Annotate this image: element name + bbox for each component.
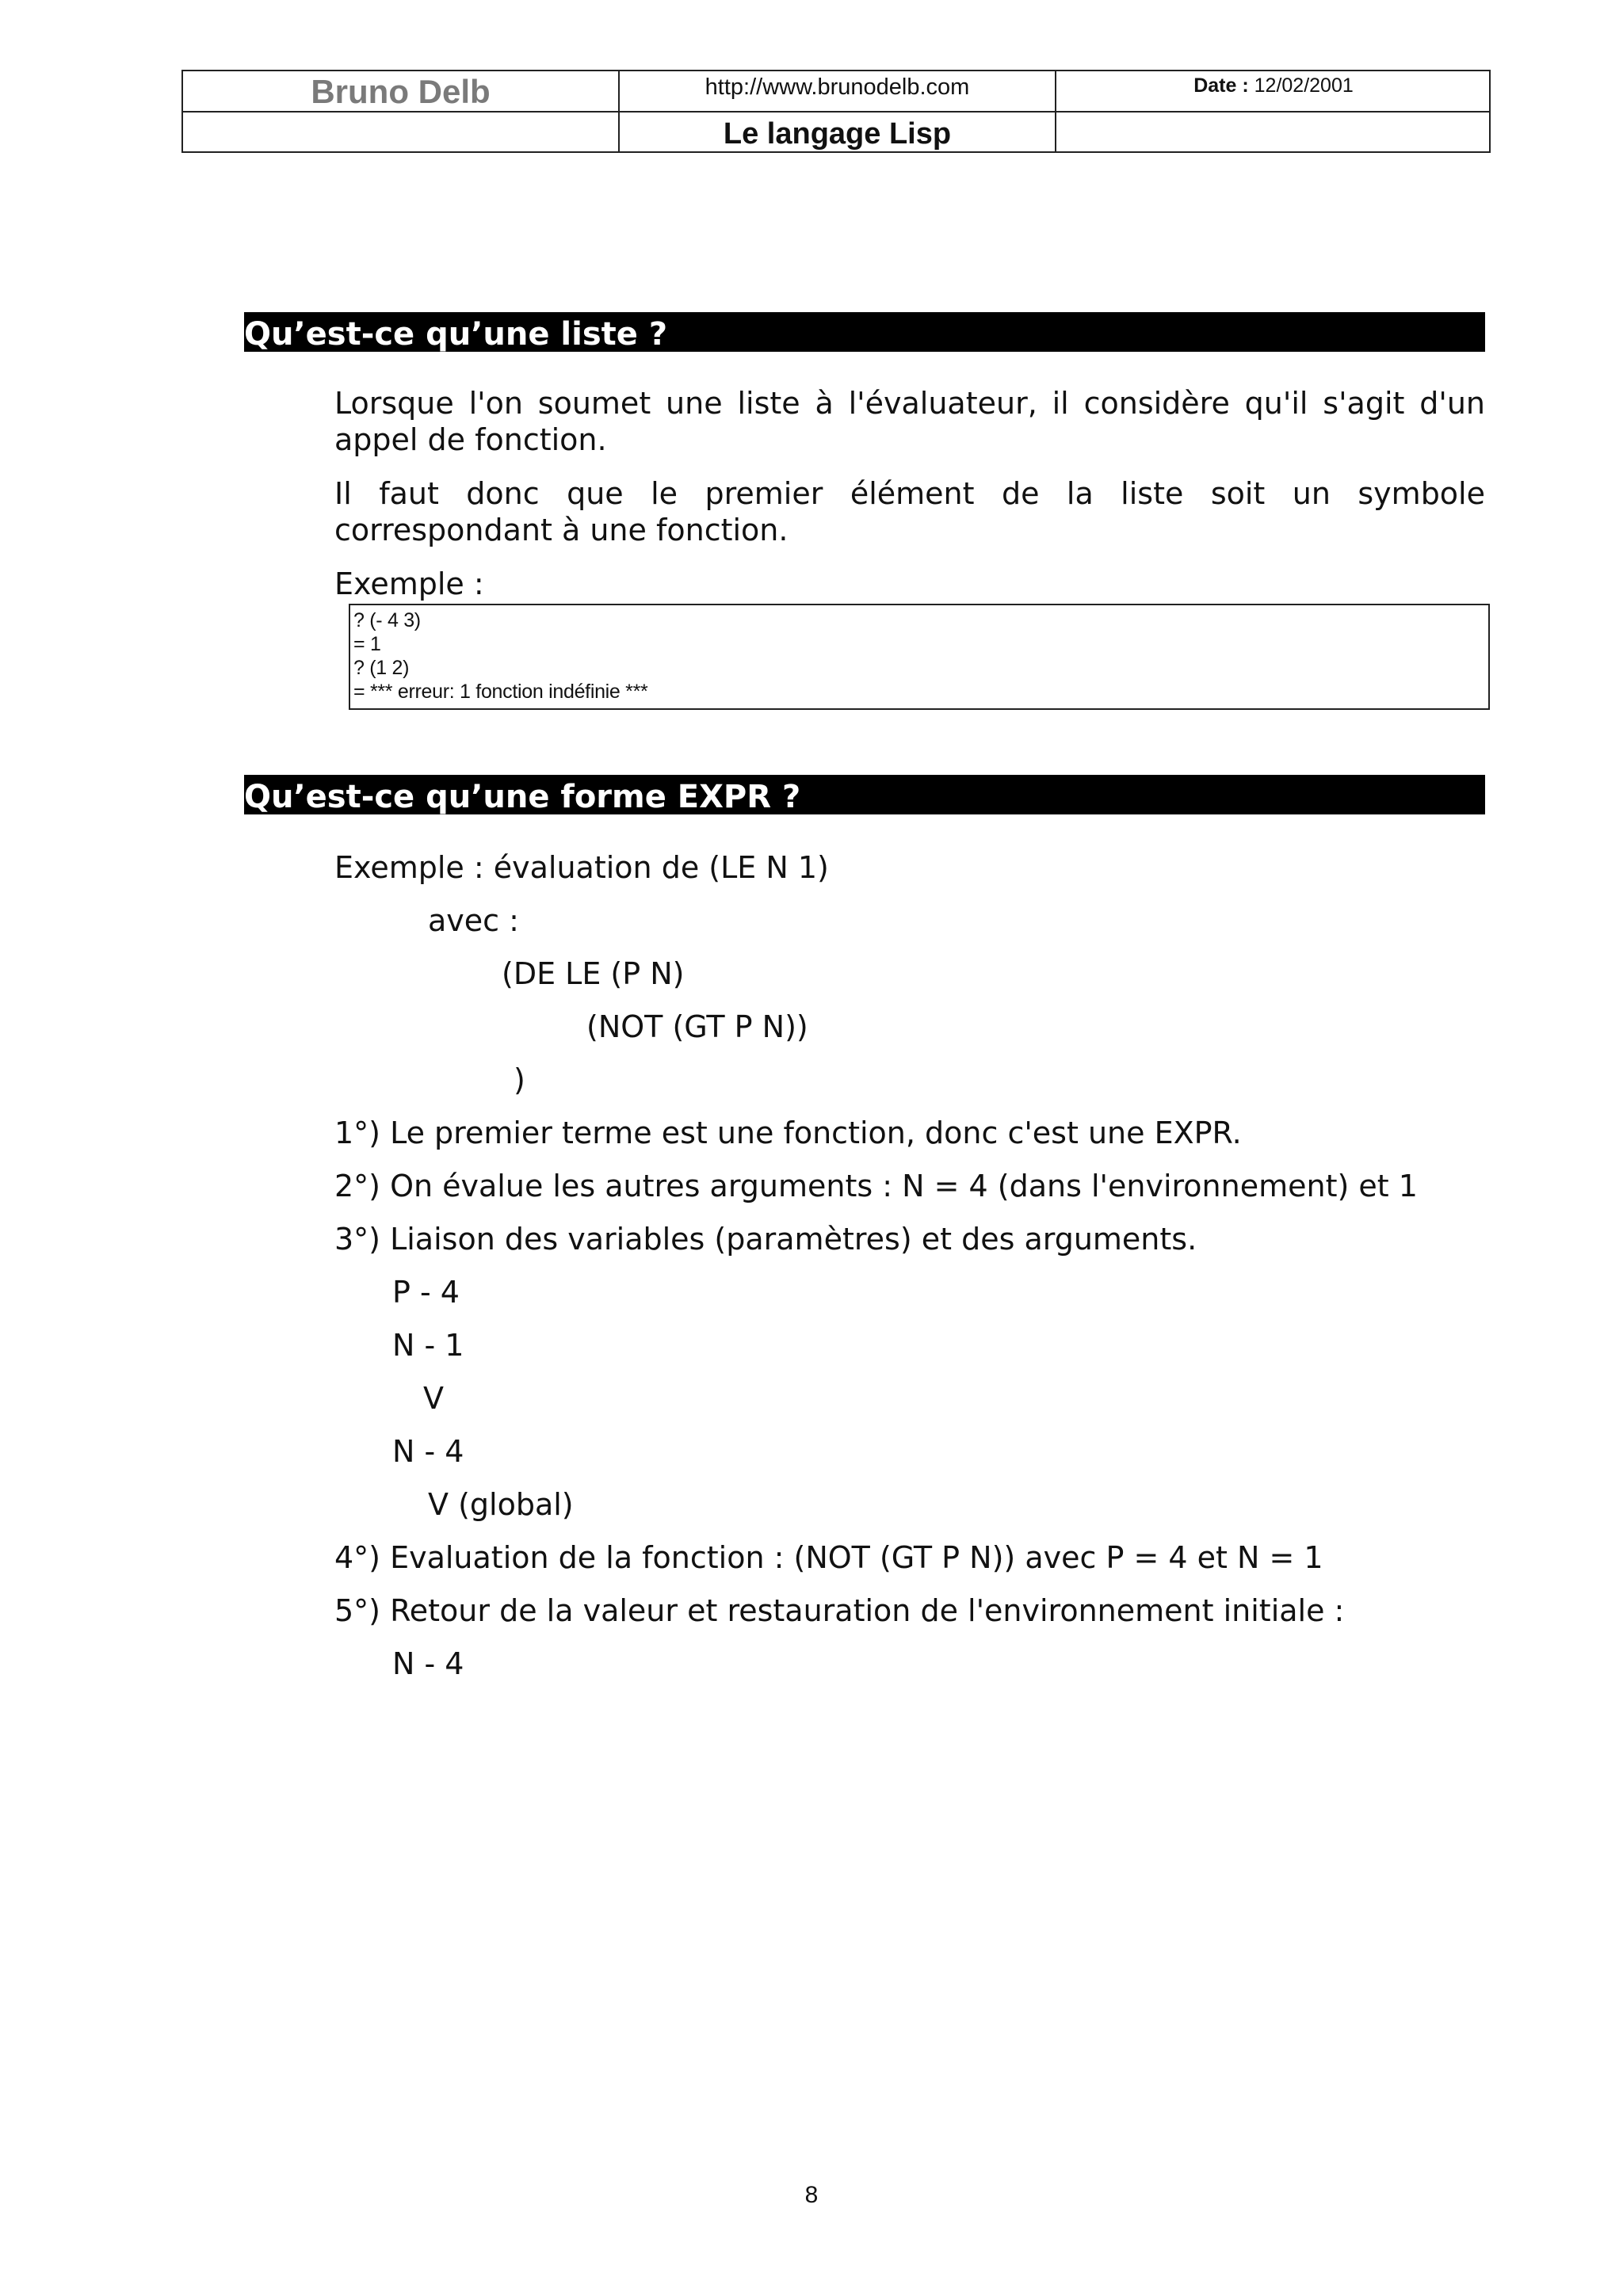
binding-line: N - 4 — [392, 1646, 464, 1681]
code-line: (DE LE (P N) — [502, 956, 685, 991]
date-label: Date : — [1193, 74, 1249, 97]
binding-line: N - 1 — [392, 1328, 464, 1363]
step-line: 3°) Liaison des variables (paramètres) et des arguments. — [334, 1222, 1197, 1257]
code-line: ? (1 2) — [353, 657, 410, 679]
step-line: 2°) On évalue les autres arguments : N = 4 (dans l'environnement) et 1 — [334, 1169, 1418, 1203]
page-number: 8 — [804, 2182, 819, 2208]
binding-line: P - 4 — [392, 1275, 460, 1310]
date-value: 12/02/2001 — [1254, 74, 1354, 97]
code-example-box — [349, 604, 1490, 710]
paragraph-line: appel de fonction. — [334, 422, 607, 457]
code-line: = *** erreur: 1 fonction indéfinie *** — [353, 681, 648, 703]
header-url: http://www.brunodelb.com — [705, 74, 970, 100]
header-doc-title: Le langage Lisp — [723, 117, 952, 151]
body-line: Exemple : évaluation de (LE N 1) — [334, 850, 829, 885]
example-label: Exemple : — [334, 566, 484, 601]
section-heading-liste: Qu’est-ce qu’une liste ? — [244, 312, 1485, 352]
header-date — [1056, 71, 1491, 111]
code-line: (NOT (GT P N)) — [586, 1009, 808, 1044]
body-line: avec : — [428, 903, 519, 938]
paragraph-line: Il faut donc que le premier élément de la liste soit un symbole — [334, 476, 1485, 511]
paragraph-line: correspondant à une fonction. — [334, 513, 789, 547]
section-heading-expr: Qu’est-ce qu’une forme EXPR ? — [244, 775, 1485, 814]
code-line: ? (- 4 3) — [353, 609, 421, 631]
paragraph-line: Lorsque l'on soumet une liste à l'évaluateur, il considère qu'il s'agit d'un — [334, 386, 1485, 421]
binding-line: V (global) — [428, 1487, 574, 1522]
step-line: 1°) Le premier terme est une fonction, donc c'est une EXPR. — [334, 1116, 1242, 1150]
code-line: ) — [514, 1062, 525, 1097]
step-line: 5°) Retour de la valeur et restauration de l'environnement initiale : — [334, 1593, 1345, 1628]
binding-line: V — [423, 1381, 444, 1416]
step-line: 4°) Evaluation de la fonction : (NOT (GT P N)) avec P = 4 et N = 1 — [334, 1540, 1323, 1575]
code-line: = 1 — [353, 633, 381, 655]
header-table — [181, 70, 1491, 153]
binding-line: N - 4 — [392, 1434, 464, 1469]
header-author: Bruno Delb — [311, 73, 491, 110]
